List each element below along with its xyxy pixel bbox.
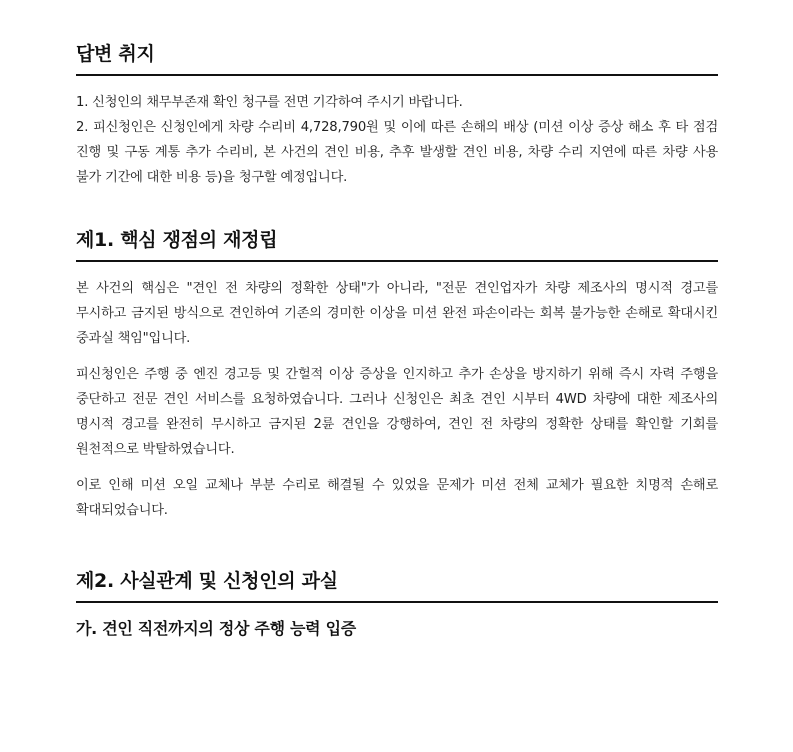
- section-title-answer-purpose: 답변 취지: [76, 43, 155, 65]
- subsection-title-normal-driving: 가. 견인 직전까지의 정상 주행 능력 입증: [76, 619, 356, 638]
- section-answer-purpose: [76, 40, 718, 190]
- section-core-issue: [76, 226, 718, 523]
- core-issue-paragraph-3: 이로 인해 미션 오일 교체나 부분 수리로 해결될 수 있었을 문제가 미션 전체 교체가 필요한 치명적 손해로 확대되었습니다.: [76, 478, 718, 518]
- answer-item-1: 1. 신청인의 채무부존재 확인 청구를 전면 기각하여 주시기 바랍니다.: [76, 95, 463, 110]
- section-title-facts: 제2. 사실관계 및 신청인의 과실: [76, 570, 338, 592]
- section-divider: [76, 601, 718, 603]
- core-issue-paragraph-2: 피신청인은 주행 중 엔진 경고등 및 간헐적 이상 증상을 인지하고 추가 손상을 방지하기 위해 즉시 자력 주행을 중단하고 전문 견인 서비스를 요청하였습니다. 그러나 신청인은 최초 견인 시부터 4WD 차량에 대한 제조사의 명시적 경고를 완전히 무시하고 금지된 2륜 견인을 강행하여, 견인 전 차량의 정확한 상태를 확인할 기회를 원천적으로 박탈하였습니다.: [76, 367, 718, 457]
- section-divider: [76, 74, 718, 76]
- answer-item-2: 2. 피신청인은 신청인에게 차량 수리비 4,728,790원 및 이에 따른 손해의 배상 (미션 이상 증상 해소 후 타 점검 진행 및 구동 계통 추가 수리비, 본 사건의 견인 비용, 추후 발생할 견인 비용, 차량 수리 지연에 따른 차량 사용 불가 기간에 대한 비용 등)을 청구할 예정입니다.: [76, 120, 718, 185]
- section-facts: [76, 567, 718, 641]
- section-title-core-issue: 제1. 핵심 쟁점의 재정립: [76, 229, 278, 251]
- core-issue-paragraph-1: 본 사건의 핵심은 "견인 전 차량의 정확한 상태"가 아니라, "전문 견인업자가 차량 제조사의 명시적 경고를 무시하고 금지된 방식으로 견인하여 기존의 경미한 이상을 미션 완전 파손이라는 회복 불가능한 손해로 확대시킨 중과실 책임"입니다.: [76, 281, 718, 346]
- section-divider: [76, 260, 718, 262]
